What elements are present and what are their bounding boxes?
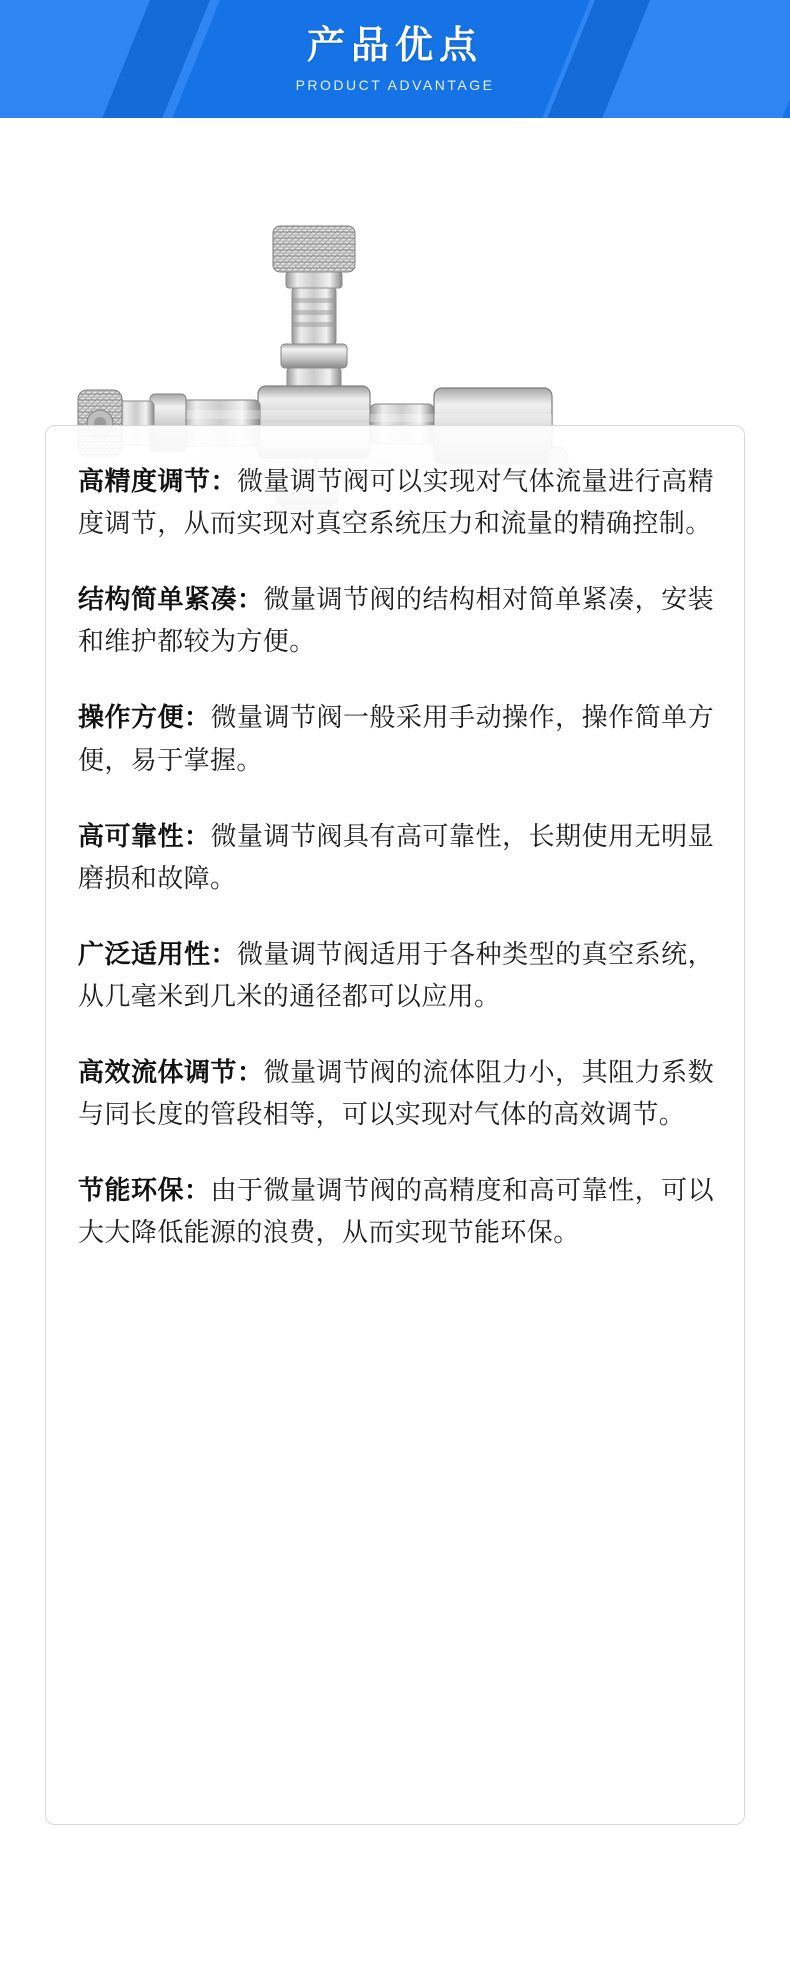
page-subtitle: PRODUCT ADVANTAGE (295, 76, 495, 93)
feature-label: 节能环保： (78, 1175, 211, 1206)
feature-item (78, 696, 714, 780)
feature-item (78, 460, 714, 544)
feature-body: 微量调节阀的流体阻力小，其阻力系数与同长度的管段相等，可以实现对气体的高效调节。 (78, 1057, 714, 1130)
page-title: 产品优点 (306, 25, 483, 68)
feature-body: 微量调节阀可以实现对气体流量进行高精度调节，从而实现对真空系统压力和流量的精确控制。 (78, 466, 714, 539)
feature-item (78, 1051, 714, 1135)
feature-item (78, 933, 714, 1017)
feature-label: 操作方便： (78, 702, 211, 733)
feature-label: 广泛适用性： (78, 938, 238, 969)
feature-body: 微量调节阀的结构相对简单紧凑，安装和维护都较为方便。 (78, 584, 714, 657)
feature-label: 高精度调节： (78, 466, 238, 496)
features-card (45, 425, 745, 1825)
banner-text-block (0, 0, 790, 118)
feature-body: 微量调节阀具有高可靠性，长期使用无明显磨损和故障。 (78, 820, 714, 893)
feature-label: 高可靠性： (78, 820, 211, 851)
feature-item (78, 1169, 714, 1253)
feature-label: 高效流体调节： (78, 1057, 264, 1088)
feature-label: 结构简单紧凑： (78, 584, 264, 615)
feature-body: 微量调节阀一般采用手动操作，操作简单方便，易于掌握。 (78, 702, 714, 775)
page-banner (0, 0, 790, 118)
feature-item (78, 815, 714, 899)
feature-body: 微量调节阀适用于各种类型的真空系统，从几毫米到几米的通径都可以应用。 (78, 938, 714, 1011)
feature-body: 由于微量调节阀的高精度和高可靠性，可以大大降低能源的浪费，从而实现节能环保。 (78, 1175, 714, 1248)
feature-item (78, 578, 714, 662)
